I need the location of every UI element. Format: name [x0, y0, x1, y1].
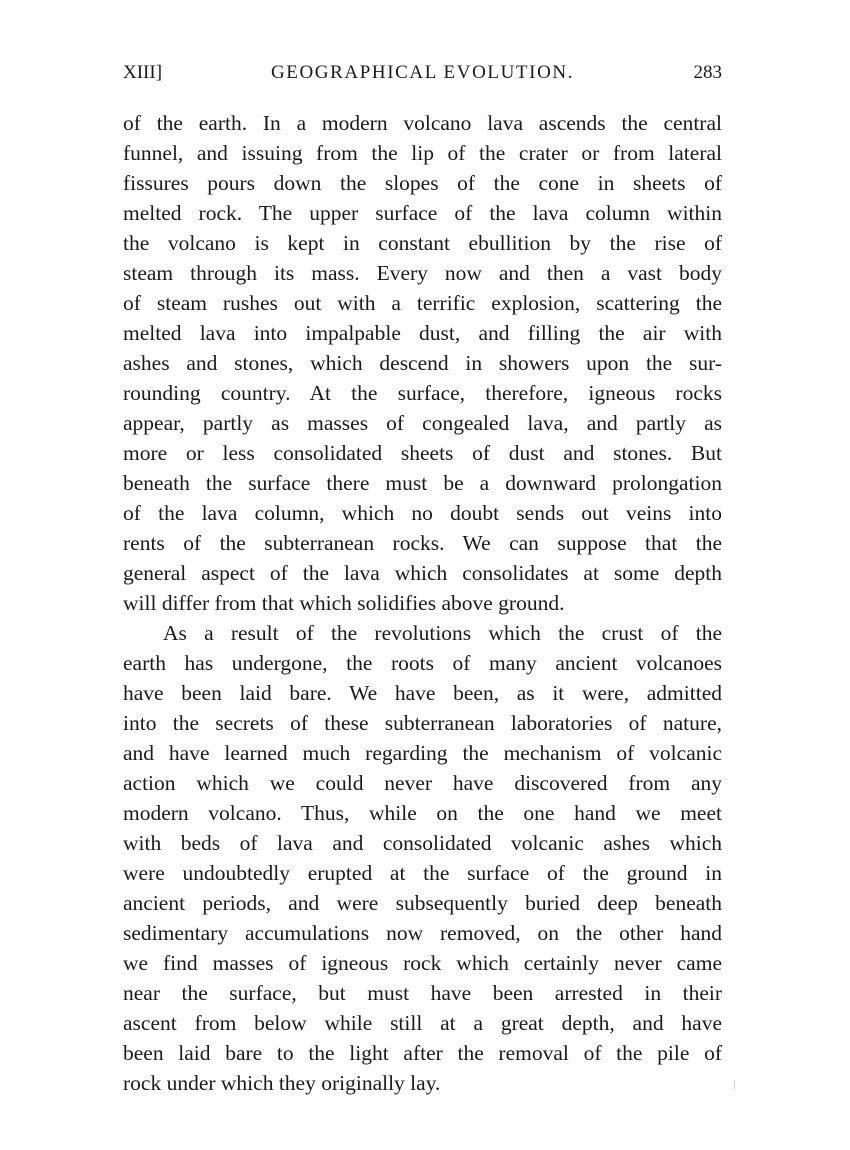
text-line: more or less consolidated sheets of dust and stones. But	[123, 441, 722, 465]
text-line: rents of the subterranean rocks. We can suppose that the	[123, 531, 722, 555]
text-line: steam through its mass. Every now and then a vast body	[123, 261, 722, 285]
text-line: will differ from that which solidifies above ground.	[123, 591, 565, 615]
text-line: melted rock. The upper surface of the lava column within	[123, 201, 722, 225]
page-speck	[734, 1080, 735, 1089]
paragraph	[123, 108, 722, 618]
text-line: and have learned much regarding the mechanism of volcanic	[123, 741, 722, 765]
text-line: rock under which they originally lay.	[123, 1071, 441, 1095]
text-line: ancient periods, and were subsequently buried deep beneath	[123, 891, 722, 915]
text-line: we find masses of igneous rock which certainly never came	[123, 951, 722, 975]
text-line: have been laid bare. We have been, as it were, admitted	[123, 681, 722, 705]
text-line: near the surface, but must have been arrested in their	[123, 981, 722, 1005]
text-line: of the lava column, which no doubt sends out veins into	[123, 501, 722, 525]
text-line: the volcano is kept in constant ebullition by the rise of	[123, 231, 722, 255]
text-line: melted lava into impalpable dust, and filling the air with	[123, 321, 722, 345]
running-head	[123, 62, 722, 92]
text-line: general aspect of the lava which consolidates at some depth	[123, 561, 722, 585]
chapter-number: XIII]	[123, 62, 163, 83]
text-line: rounding country. At the surface, therefore, igneous rocks	[123, 381, 722, 405]
text-line: earth has undergone, the roots of many ancient volcanoes	[123, 651, 722, 675]
text-line: with beds of lava and consolidated volcanic ashes which	[123, 831, 722, 855]
text-line: of steam rushes out with a terrific explosion, scattering the	[123, 291, 722, 315]
text-line: ascent from below while still at a great depth, and have	[123, 1011, 722, 1035]
text-line: were undoubtedly erupted at the surface of the ground in	[123, 861, 722, 885]
text-line: action which we could never have discovered from any	[123, 771, 722, 795]
text-line: sedimentary accumulations now removed, on the other hand	[123, 921, 722, 945]
paragraph	[123, 618, 722, 1098]
text-line: been laid bare to the light after the removal of the pile of	[123, 1041, 722, 1065]
text-line: As a result of the revolutions which the crust of the	[163, 621, 722, 645]
text-line: into the secrets of these subterranean laboratories of nature,	[123, 711, 722, 735]
text-line: fissures pours down the slopes of the cone in sheets of	[123, 171, 722, 195]
text-line: modern volcano. Thus, while on the one hand we meet	[123, 801, 722, 825]
body-text	[123, 108, 722, 1098]
text-line: appear, partly as masses of congealed lava, and partly as	[123, 411, 722, 435]
text-line: of the earth. In a modern volcano lava ascends the central	[123, 111, 722, 135]
running-title: GEOGRAPHICAL EVOLUTION.	[270, 62, 575, 83]
text-line: beneath the surface there must be a downward prolongation	[123, 471, 722, 495]
text-line: ashes and stones, which descend in showers upon the sur-	[123, 351, 722, 375]
text-line: funnel, and issuing from the lip of the crater or from lateral	[123, 141, 722, 165]
page-number: 283	[693, 62, 722, 83]
